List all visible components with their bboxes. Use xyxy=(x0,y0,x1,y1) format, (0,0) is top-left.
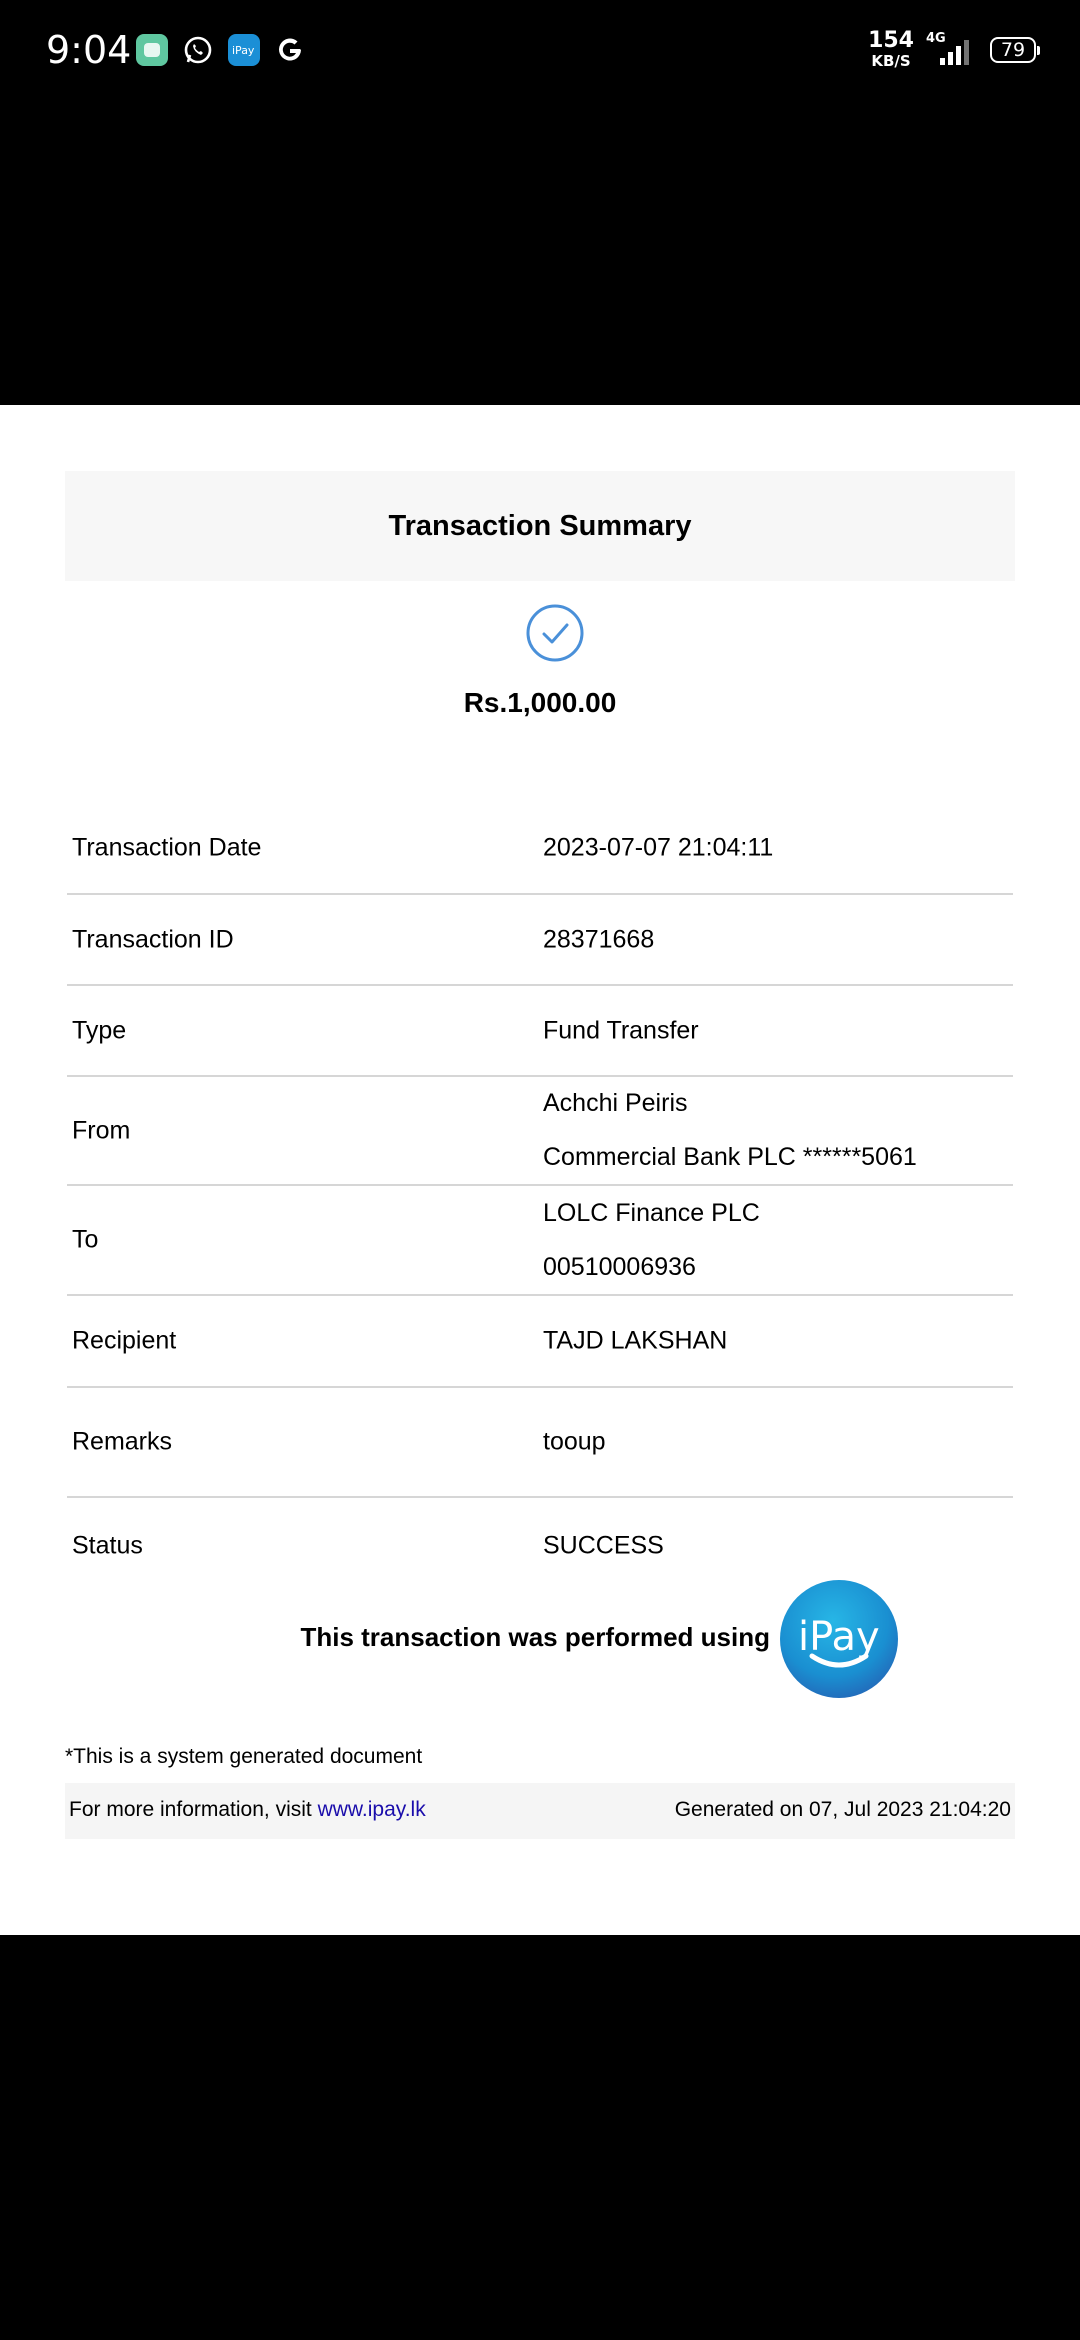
ipay-icon xyxy=(228,34,260,66)
row-label: Transaction Date xyxy=(72,833,262,862)
table-row xyxy=(67,803,1013,895)
clock: 9:04 xyxy=(46,28,132,72)
svg-text:iPay: iPay xyxy=(798,1614,880,1660)
row-label: Recipient xyxy=(72,1326,177,1355)
ipay-logo xyxy=(780,1580,898,1698)
row-label: Type xyxy=(72,1016,127,1044)
signal-icon: 4G xyxy=(928,35,976,65)
battery-icon: 79 xyxy=(990,37,1036,63)
performed-using-text: This transaction was performed using xyxy=(300,1622,770,1652)
row-value: 28371668 xyxy=(543,925,655,953)
row-label: To xyxy=(72,1225,99,1254)
table-row xyxy=(67,1388,1013,1498)
system-generated-note: *This is a system generated document xyxy=(65,1745,423,1768)
message-icon xyxy=(136,34,168,66)
row-label: Status xyxy=(72,1531,143,1560)
footer-info: For more information, visit www.ipay.lk xyxy=(69,1798,426,1821)
row-label: From xyxy=(72,1116,131,1144)
table-row xyxy=(67,1296,1013,1388)
table-row xyxy=(67,1077,1013,1186)
row-value: Commercial Bank PLC ******5061 xyxy=(543,1142,917,1171)
table-row xyxy=(67,895,1013,986)
whatsapp-icon xyxy=(182,34,214,66)
amount: Rs.1,000.00 xyxy=(463,687,617,718)
page-title: Transaction Summary xyxy=(65,471,1015,581)
status-value: SUCCESS xyxy=(543,1531,664,1560)
network-speed: 154 KB/S xyxy=(868,28,914,70)
row-value: LOLC Finance PLC xyxy=(543,1198,760,1227)
row-value: TAJD LAKSHAN xyxy=(543,1326,728,1355)
ipay-link[interactable]: www.ipay.lk xyxy=(317,1798,426,1821)
status-bar xyxy=(0,0,1080,105)
row-value: Achchi Peiris xyxy=(543,1089,688,1118)
check-circle-icon xyxy=(525,603,585,663)
row-value: 00510006936 xyxy=(543,1252,696,1281)
generated-on: Generated on 07, Jul 2023 21:04:20 xyxy=(674,1798,1011,1821)
table-row xyxy=(67,986,1013,1077)
table-row xyxy=(67,1186,1013,1296)
row-label: Transaction ID xyxy=(72,925,234,953)
row-value: Fund Transfer xyxy=(543,1016,699,1044)
footer xyxy=(65,1783,1015,1839)
row-label: Remarks xyxy=(72,1427,173,1456)
svg-text:iPay: iPay xyxy=(232,44,255,57)
row-value: 2023-07-07 21:04:11 xyxy=(543,833,774,862)
transaction-details xyxy=(67,803,1013,1594)
transaction-document xyxy=(0,405,1080,1935)
row-value: tooup xyxy=(543,1427,606,1456)
google-icon xyxy=(274,34,306,66)
performed-using xyxy=(0,1580,1080,1700)
